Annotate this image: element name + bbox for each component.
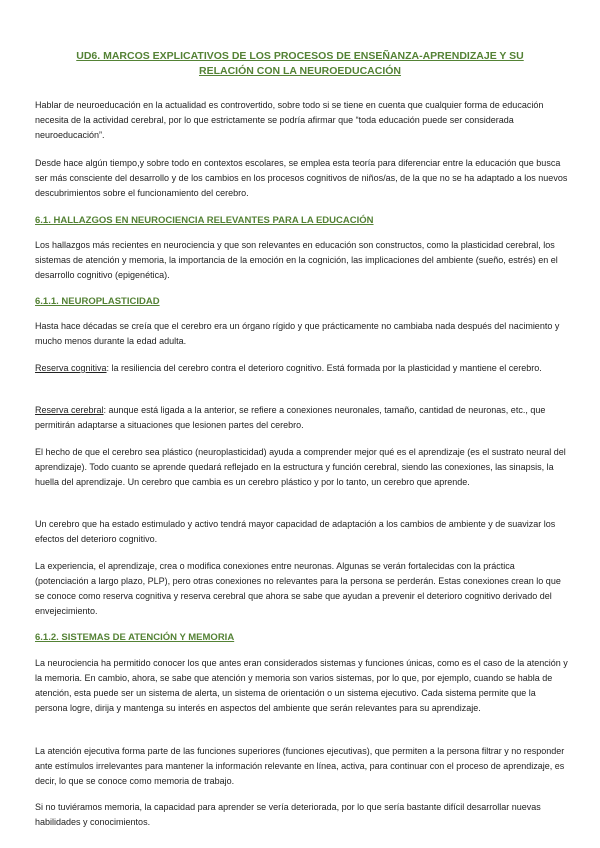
neuroplasticity-paragraph-1: Hasta hace décadas se creía que el cerebro era un órgano rígido y que prácticamente no cambiaba nada después del nacimiento y mucho menos durante la edad adulta.: [35, 321, 560, 346]
section-6-1-paragraph: Los hallazgos más recientes en neurociencia y que son relevantes en educación son constructos, como la plasticidad cerebral, los sistemas de atención y memoria, la importancia de la emoción en la cognición, las implicaciones del ambiente (sueño, estrés) en el desarrollo cognitivo (epigenética).: [35, 240, 558, 280]
intro-paragraph-1: Hablar de neuroeducación en la actualidad es controvertido, sobre todo si se tiene en cuenta que cualquier forma de educación necesita de la actividad cerebral, por lo que estrictamente se podría afirmar que “toda educación puede ser considerada neuroeducación”.: [35, 100, 544, 140]
reserva-cerebral-term: Reserva cerebral: [35, 405, 104, 415]
reserva-cognitiva-text: : la resiliencia del cerebro contra el deterioro cognitivo. Está formada por la plasticidad y mantiene el cerebro.: [106, 363, 542, 373]
intro-paragraph-2: Desde hace algún tiempo,y sobre todo en contextos escolares, se emplea esta teoría para diferenciar entre la educación que busca ser más consciente del desarrollo y de los cambios en los procesos cognitivos de niños/as, de la que no se ha adaptado a los nuevos descubrimientos sobre el funcionamiento del cerebro.: [35, 158, 568, 198]
reserva-cerebral-text: : aunque está ligada a la anterior, se refiere a conexiones neuronales, tamaño, cantidad de neuronas, etc., que permitirán adaptarse a situaciones que lesionen partes del cerebro.: [35, 405, 546, 430]
attention-memory-paragraph-3: Si no tuviéramos memoria, la capacidad para aprender se vería deteriorada, por lo que sería bastante difícil desarrollar nuevas habilidades y conocimientos.: [35, 802, 541, 827]
reserva-cognitiva-term: Reserva cognitiva: [35, 363, 107, 373]
neuroplasticity-paragraph-2: El hecho de que el cerebro sea plástico (neuroplasticidad) ayuda a comprender mejor qué es el aprendizaje (es el sustrato neural del aprendizaje). Todo cuanto se aprende quedará reflejado en la estructura y función cerebral, siendo las conexiones, las sinapsis, la huella del aprendizaje. Un cerebro que cambia es un cerebro plástico y por lo tanto, un cerebro que aprende.: [35, 447, 566, 487]
attention-memory-paragraph-1: La neurociencia ha permitido conocer los que antes eran considerados sistemas y funciones únicas, como es el caso de la atención y la memoria. En cambio, ahora, se sabe que atención y memoria son varios sistemas, por lo que, por ejemplo, cuando se habla de atención, esta puede ser un sistema de alerta, un sistema de orientación o un sistema ejecutivo. Cada sistema permite que la persona logre, dirija y mantenga su interés en aspectos del ambiente que serán relevantes para su aprendizaje.: [35, 658, 568, 713]
neuroplasticity-paragraph-3: Un cerebro que ha estado estimulado y activo tendrá mayor capacidad de adaptación a los cambios de ambiente y de suavizar los efectos del deterioro cognitivo.: [35, 519, 556, 544]
attention-memory-paragraph-2: La atención ejecutiva forma parte de las funciones superiores (funciones ejecutivas), que permiten a la persona filtrar y no responder ante estímulos irrelevantes para mantener la información relevante en línea, activa, para continuar con el proceso de aprendizaje, es decir, lo que se conoce como memoria de trabajo.: [35, 746, 565, 786]
neuroplasticity-paragraph-4: La experiencia, el aprendizaje, crea o modifica conexiones entre neuronas. Algunas se verán fortalecidas con la práctica (potenciación a largo plazo, PLP), pero otras conexiones no relevantes para la persona se perderán. Estas conexiones crean lo que se conoce como reserva cognitiva y reserva cerebral que ahora se sabe que ayudan a prevenir el deterioro cognitivo derivado del envejecimiento.: [35, 561, 561, 616]
section-6-1-2-heading: 6.1.2. SISTEMAS DE ATENCIÓN Y MEMORIA: [35, 632, 235, 643]
section-6-1-heading: 6.1. HALLAZGOS EN NEUROCIENCIA RELEVANTES PARA LA EDUCACIÓN: [35, 215, 374, 226]
reserva-cerebral-definition: [35, 403, 570, 433]
section-6-1-1-heading: 6.1.1. NEUROPLASTICIDAD: [35, 296, 160, 307]
document-title: UD6. MARCOS EXPLICATIVOS DE LOS PROCESOS DE ENSEÑANZA-APRENDIZAJE Y SU RELACIÓN CON LA NEUROEDUCACIÓN: [76, 50, 524, 77]
reserva-cognitiva-definition: [35, 361, 570, 376]
